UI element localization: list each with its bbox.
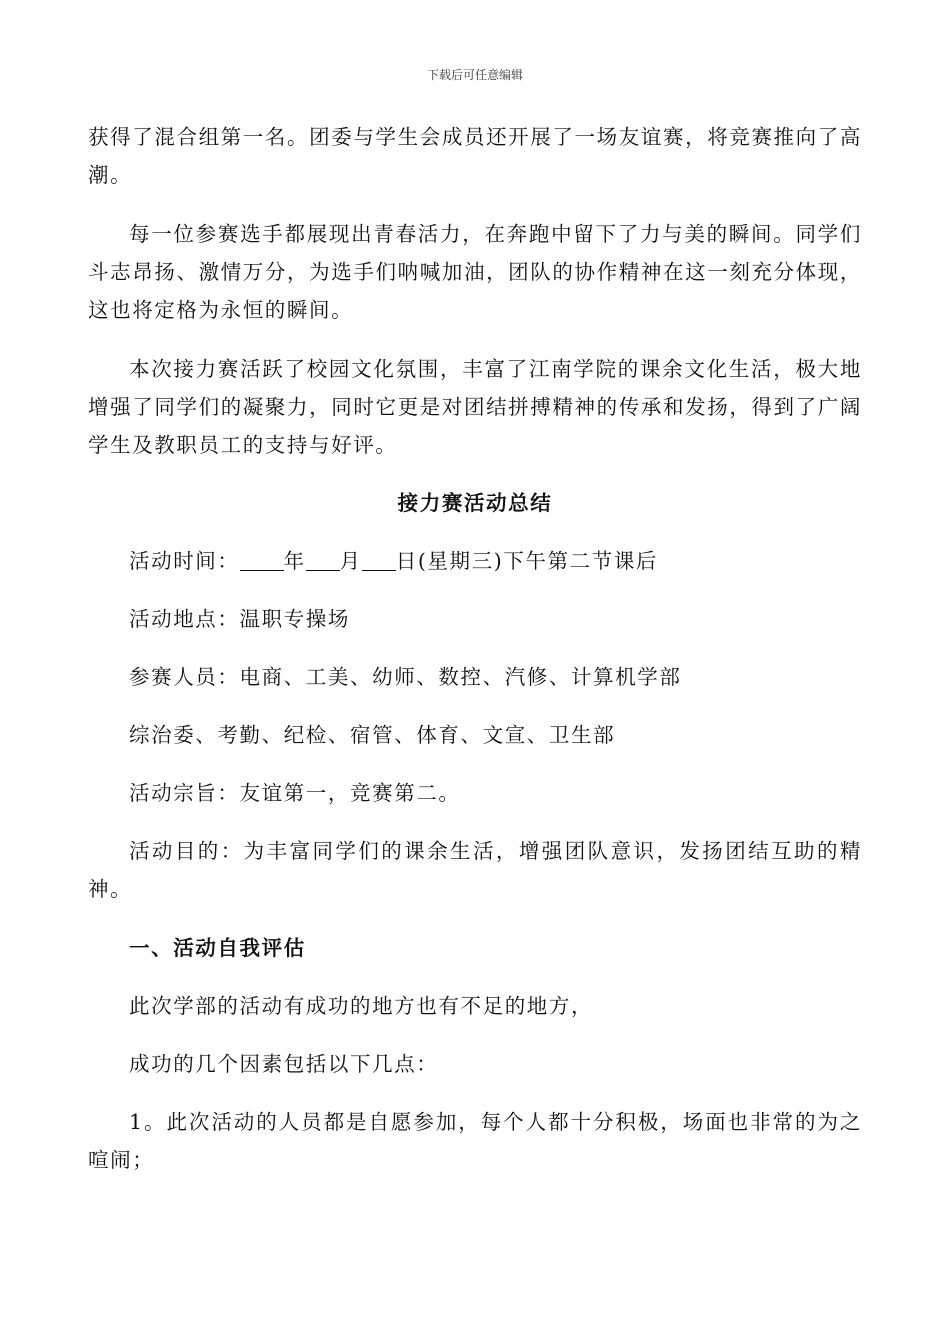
paragraph-1: 获得了混合组第一名。团委与学生会成员还开展了一场友谊赛，将竞赛推向了高潮。 xyxy=(88,125,862,187)
paragraph-3: 本次接力赛活跃了校园文化氛围，丰富了江南学院的课余文化生活，极大地增强了同学们的凝聚力，同时它更是对团结拼搏精神的传承和发扬，得到了广阔学生及教职员工的支持与好评。 xyxy=(88,357,862,457)
evaluation-intro: 此次学部的活动有成功的地方也有不足的地方， xyxy=(129,994,594,1018)
activity-purpose: 活动宗旨：友谊第一，竞赛第二。 xyxy=(129,781,461,805)
evaluation-heading: 一、活动自我评估 xyxy=(129,936,306,960)
year-text: 年 xyxy=(283,549,306,573)
paragraph-2: 每一位参赛选手都展现出青春活力，在奔跑中留下了力与美的瞬间。同学们斗志昂扬、激情万分，为选手们呐喊加油，团队的协作精神在这一刻充分体现，这也将定格为永恒的瞬间。 xyxy=(88,222,862,322)
year-blank xyxy=(240,550,284,572)
day-blank xyxy=(362,550,396,572)
success-factors-intro: 成功的几个因素包括以下几点： xyxy=(129,1052,439,1076)
month-text: 月 xyxy=(339,549,362,573)
success-factor-item-1: 1。此次活动的人员都是自愿参加，每个人都十分积极，场面也非常的为之喧闹； xyxy=(88,1110,862,1172)
section-title: 接力赛活动总结 xyxy=(397,491,553,515)
day-text: 日(星期三)下午第二节课后 xyxy=(395,549,659,573)
participants-line-2: 综治委、考勤、纪检、宿管、体育、文宣、卫生部 xyxy=(129,723,616,747)
month-blank xyxy=(306,550,340,572)
document-body xyxy=(88,118,862,1179)
page-header-note: 下载后可任意编辑 xyxy=(426,68,523,82)
activity-time-label: 活动时间： xyxy=(129,549,240,573)
activity-goal: 活动目的：为丰富同学们的课余生活，增强团队意识，发扬团结互助的精神。 xyxy=(88,839,862,901)
participants-line-1: 参赛人员：电商、工美、幼师、数控、汽修、计算机学部 xyxy=(129,665,682,689)
activity-time xyxy=(88,542,862,580)
activity-place: 活动地点：温职专操场 xyxy=(129,607,350,631)
